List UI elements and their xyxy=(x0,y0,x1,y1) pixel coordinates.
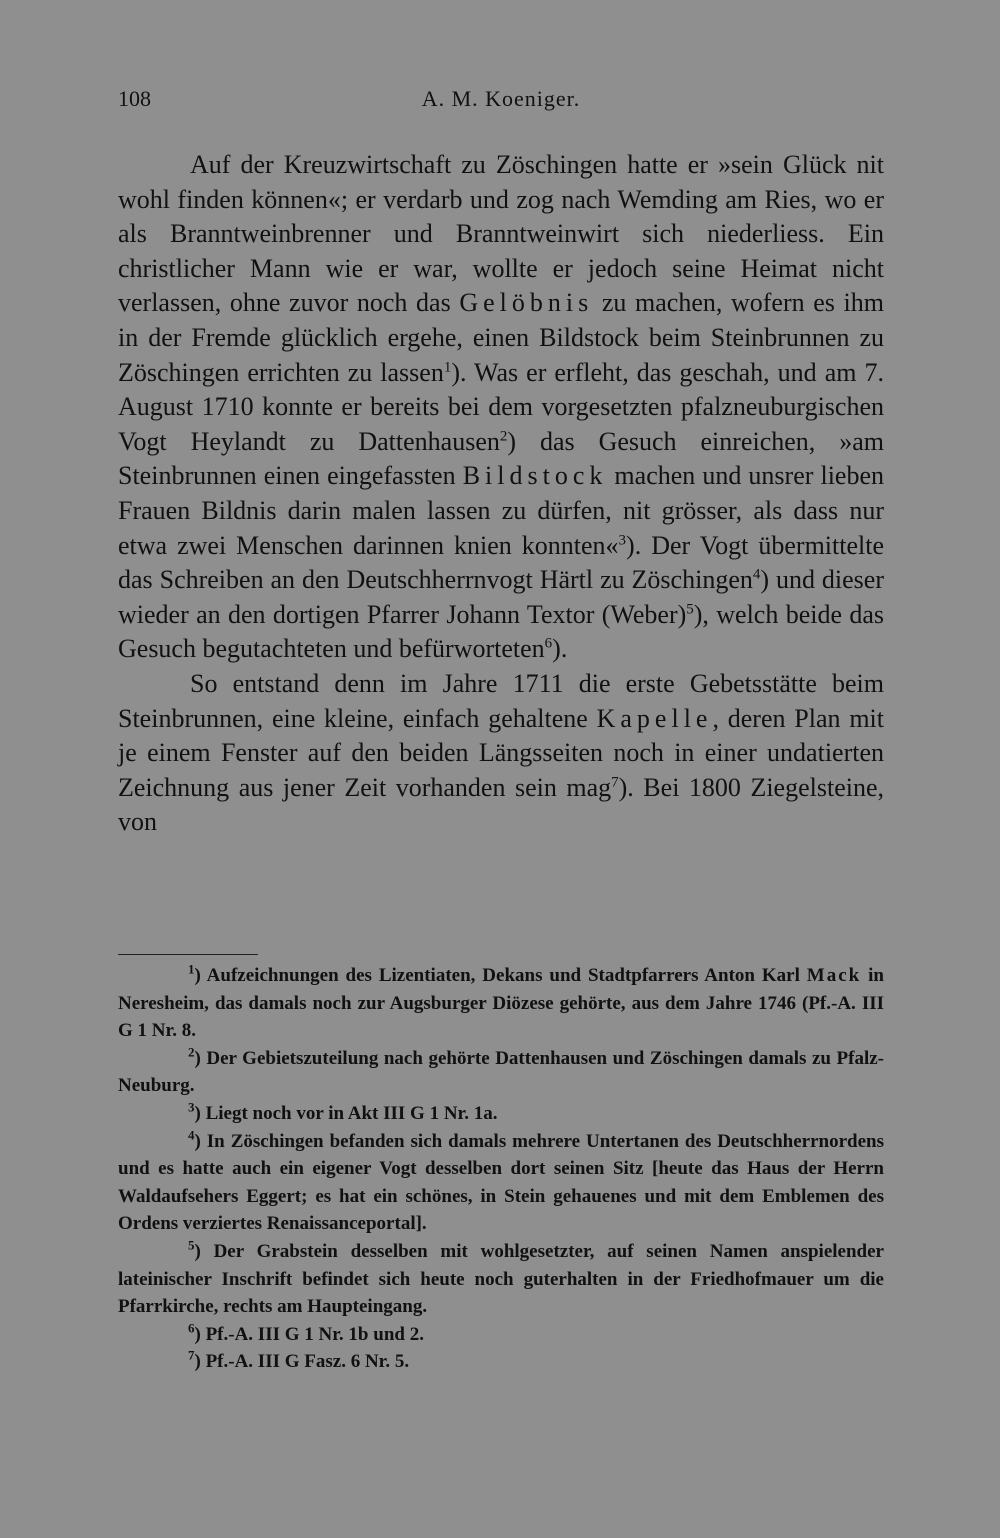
footnote-6 xyxy=(118,1321,884,1349)
footnote-mark: 7 xyxy=(188,1347,195,1363)
text-run: Auf der Kreuzwirtschaft zu Zöschingen hatte er »sein Glück nit wohl finden können«; er verdarb und zog nach Wemding am Ries, wo er als Branntweinbrenner und Branntweinwirt sich niederliess. Ein christlicher Mann wie er war, wollte er jedoch seine Heimat nicht verlassen, ohne zuvor noch das xyxy=(118,150,884,318)
footnote-text: in Neresheim, das damals noch zur Augsburger Diözese gehörte, aus dem Jahre 1746 (Pf.-A. III G 1 Nr. 8. xyxy=(118,965,884,1042)
footnote-text: ) Der Gebietszuteilung nach gehörte Dattenhausen und Zöschingen damals zu Pfalz-Neuburg. xyxy=(118,1047,884,1097)
text-run: ) und dieser wieder an den dortigen Pfarrer Johann Textor (Weber) xyxy=(118,565,884,629)
spaced-word: Kapelle xyxy=(596,703,713,733)
text-run: , deren Plan mit je einem Fenster auf den beiden Längsseiten noch in einer undatierten Zeichnung aus jener Zeit vorhanden sein mag xyxy=(118,703,884,802)
spaced-word: Gelöbnis xyxy=(459,288,594,318)
footnote-text: ) Aufzeichnungen des Lizentiaten, Dekans und Stadtpfarrers Anton Karl xyxy=(194,965,807,986)
footnote-ref: 6 xyxy=(544,635,553,652)
spaced-word: Bildstock xyxy=(462,461,608,491)
text-run: ). Was er erfleht, das geschah, und am 7. August 1710 konnte er bereits bei dem vorgesetzten pfalzneuburgischen Vogt Heylandt zu Dattenhausen xyxy=(118,357,884,456)
footnote-4 xyxy=(118,1128,884,1238)
text-run: ), welch beide das Gesuch begutachteten und befürworteten xyxy=(118,599,885,664)
footnote-mark: 6 xyxy=(188,1320,195,1336)
text-run: ). Bei 1800 Ziegelsteine, von xyxy=(118,772,884,837)
footnote-text: ) In Zöschingen befanden sich damals mehrere Untertanen des Deutschherrnordens und es hatte auch ein eigener Vogt desselben dort seinen Sitz [heute das Haus der Herrn Waldaufsehers Eggert; es hat ein schönes, in Stein gehauenes und mit dem Emblemen des Ordens verziertes Renaissanceportal]. xyxy=(118,1130,884,1235)
footnote-text: ) Liegt noch vor in Akt III G 1 Nr. 1a. xyxy=(194,1102,498,1124)
text-run: So entstand denn im Jahre 1711 die erste Gebetsstätte beim Steinbrunnen, eine kleine, einfach gehaltene xyxy=(118,668,884,733)
footnote-5 xyxy=(118,1238,884,1321)
footnote-ref: 3 xyxy=(618,531,627,548)
footnote-ref: 5 xyxy=(686,601,694,618)
spaced-word: Mack xyxy=(806,965,862,986)
text-run: zu machen, wofern es ihm in der Fremde glücklich ergehe, einen Bildstock beim Steinbrunnen zu Zöschingen errichten zu lassen xyxy=(118,288,884,387)
page-header xyxy=(118,86,884,122)
paragraph-1 xyxy=(118,148,884,667)
footnote-mark: 3 xyxy=(188,1099,195,1115)
footnote-ref: 2 xyxy=(499,428,508,445)
footnotes xyxy=(118,962,884,1376)
footnote-mark: 5 xyxy=(188,1237,195,1253)
footnote-text: ) Pf.-A. III G Fasz. 6 Nr. 5. xyxy=(194,1351,410,1373)
main-text xyxy=(118,148,884,840)
footnote-2 xyxy=(118,1045,884,1100)
text-run: machen und unsrer lieben Frauen Bildnis darin malen lassen zu dürfen, nit grösser, als dass nur etwa zwei Menschen darinnen knien konnten« xyxy=(118,461,884,560)
footnote-ref: 7 xyxy=(611,774,619,791)
running-title: A. M. Koeniger. xyxy=(421,86,581,111)
footnote-mark: 1 xyxy=(188,961,195,977)
paragraph-2 xyxy=(118,667,884,840)
footnote-mark: 2 xyxy=(188,1044,195,1060)
footnote-ref: 1 xyxy=(443,358,452,375)
text-run: ). xyxy=(552,634,568,664)
footnote-3 xyxy=(118,1100,884,1128)
footnote-text: ) Pf.-A. III G 1 Nr. 1b und 2. xyxy=(194,1323,424,1345)
footnote-7 xyxy=(118,1348,884,1376)
footnote-mark: 4 xyxy=(188,1127,195,1143)
text-run: ) das Gesuch einreichen, »am Steinbrunnen einen eingefassten xyxy=(118,426,884,491)
footnote-ref: 4 xyxy=(752,566,761,583)
footnote-1 xyxy=(118,962,884,1045)
text-run: ). Der Vogt übermittelte das Schreiben an den Deutschherrnvogt Härtl zu Zöschingen xyxy=(118,530,884,595)
page-number: 108 xyxy=(118,86,151,111)
footnote-divider xyxy=(118,954,258,955)
footnote-text: ) Der Grabstein desselben mit wohlgesetzter, auf seinen Namen anspielender lateinischer Inschrift befindet sich heute noch guterhalten in der Friedhofmauer um die Pfarrkirche, rechts am Haupteingang. xyxy=(118,1240,884,1318)
